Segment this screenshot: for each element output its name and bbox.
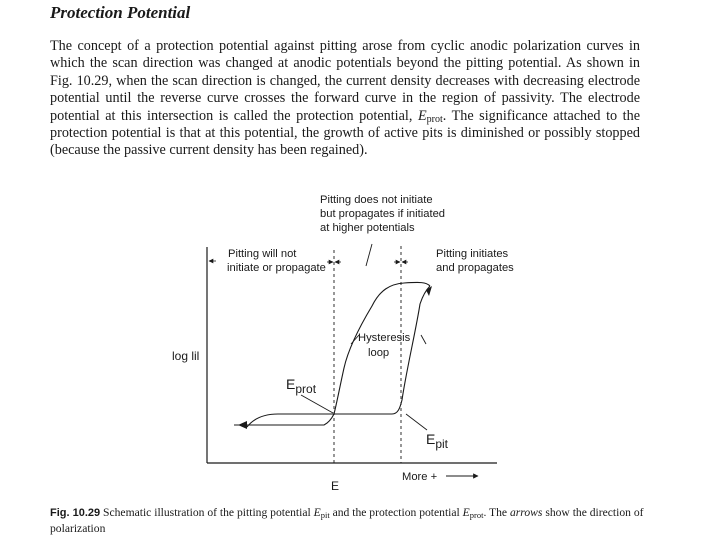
x-axis-label: E xyxy=(331,479,340,493)
forward-scan-curve xyxy=(247,286,430,427)
caption-epit-sub: pit xyxy=(320,510,330,520)
caption-text-4: show the direction of polarization xyxy=(50,506,644,535)
eprot-label-sub: prot xyxy=(295,382,317,396)
eprot-symbol: E xyxy=(417,107,427,124)
left-note-line1: Pitting will not xyxy=(228,248,297,260)
eprot-subscript: prot xyxy=(426,113,443,125)
reverse-scan-arrow xyxy=(238,421,247,429)
eprot-leader-line xyxy=(301,395,333,413)
epit-label-main: E xyxy=(426,431,436,447)
top-note-line2: but propagates if initiated xyxy=(320,208,446,220)
paragraph-text-part2: . The significance attached to the protection potential is that at this potential, the growth of active pits is diminished or possibly stopped (because the passive current density has been regained). xyxy=(50,107,641,159)
caption-fig-label: Fig. 10.29 xyxy=(50,507,101,519)
caption-eprot-symbol: E xyxy=(462,506,470,519)
top-note-line3: at higher potentials xyxy=(320,222,415,234)
top-note-line1: Pitting does not initiate xyxy=(320,194,433,206)
hysteresis-label-line1: Hysteresis xyxy=(358,332,411,344)
section-title: Protection Potential xyxy=(50,3,191,22)
caption-epit-symbol: E xyxy=(313,506,321,519)
eprot-label-main: E xyxy=(286,376,296,392)
right-note-line2: and propagates xyxy=(436,262,514,274)
more-label: More + xyxy=(402,471,438,483)
epit-label-sub: pit xyxy=(435,437,449,451)
caption-eprot-sub: prot xyxy=(469,510,484,520)
hysteresis-label-line2: loop xyxy=(368,347,390,359)
caption-arrows-word: arrows xyxy=(509,506,543,519)
paragraph-text-part1: The concept of a protection potential against pitting arose from cyclic anodic polarization curves in which the scan direction was changed at anodic potentials beyond the pitting potential. As shown in Fig. 10.29, when the scan direction is changed, the current density decreases with decreasing electrode potential until the reverse curve crosses the forward curve in the region of passivity. The electrode potential at this intersection is called the protection potential, xyxy=(50,38,640,124)
top-note-leader-line xyxy=(366,244,372,266)
left-note-line2: initiate or propagate xyxy=(227,262,326,274)
caption-text-3: . The xyxy=(483,506,510,519)
y-axis-label: log lil xyxy=(172,349,200,363)
caption-text-1: Schematic illustration of the pitting potential xyxy=(100,506,314,519)
right-note-line1: Pitting initiates xyxy=(436,248,509,260)
eprot-label xyxy=(286,376,317,396)
hysteresis-leader-right xyxy=(421,335,426,344)
figure-caption xyxy=(50,505,650,536)
epit-leader-line xyxy=(406,414,427,430)
epit-label xyxy=(426,431,449,451)
caption-text-2: and the protection potential xyxy=(329,506,463,519)
